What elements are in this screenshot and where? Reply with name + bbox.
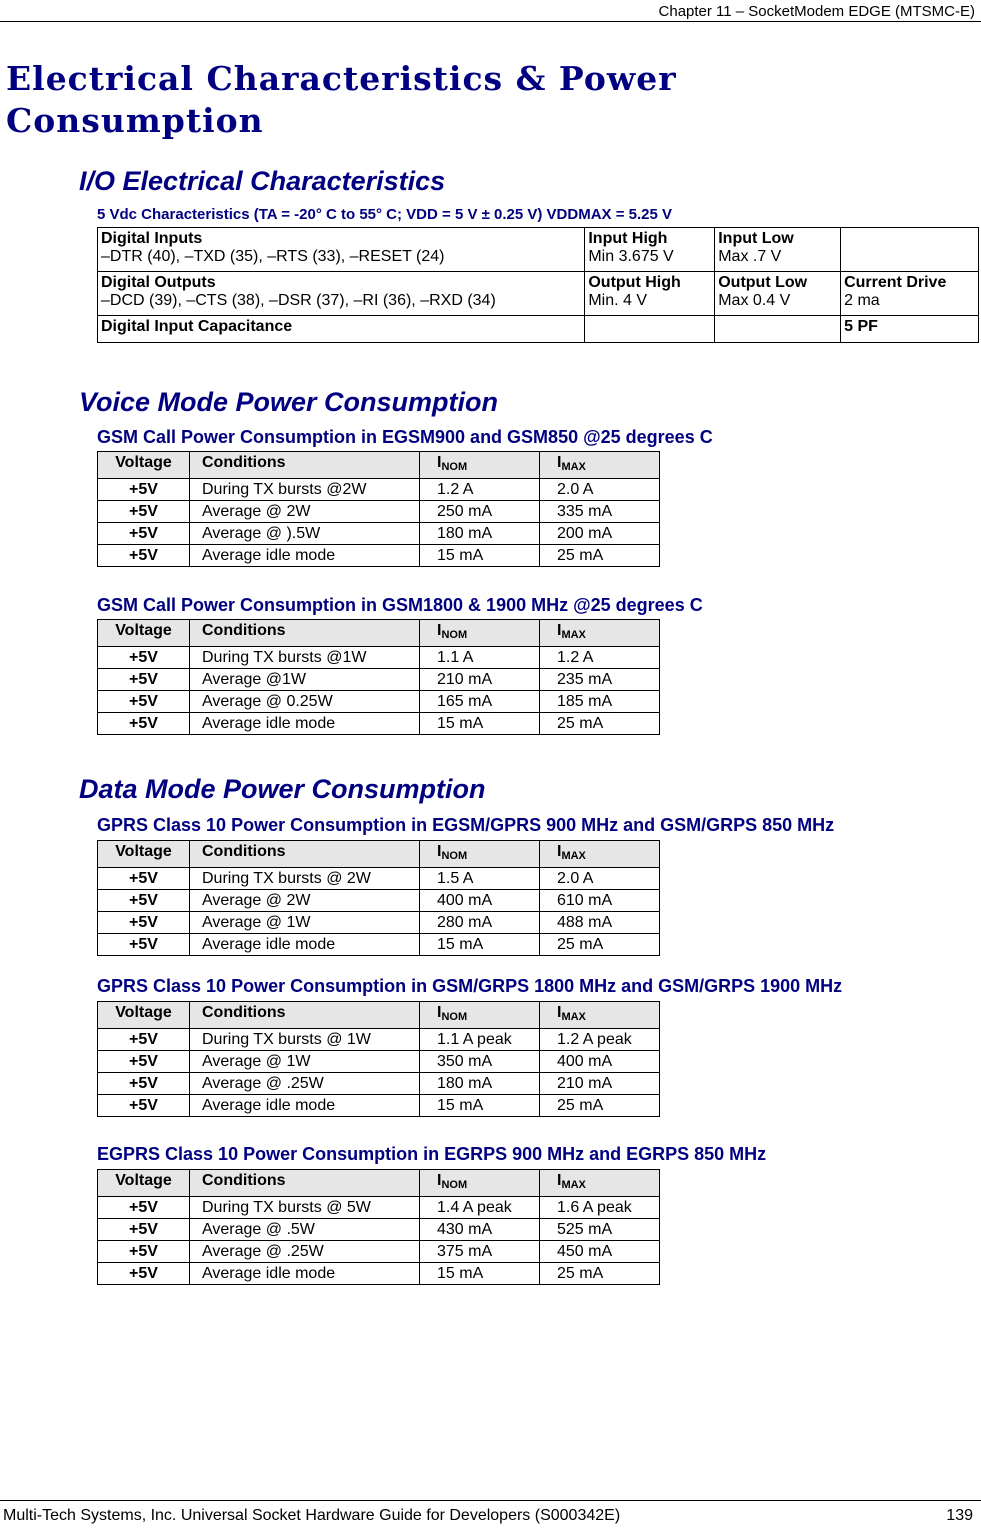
voice-heading: Voice Mode Power Consumption bbox=[79, 387, 499, 417]
imax-cell: 1.6 A peak bbox=[540, 1197, 660, 1219]
table-header-row bbox=[98, 1170, 660, 1197]
inom-cell: 15 mA bbox=[420, 1263, 540, 1285]
inom-cell: 1.1 A peak bbox=[420, 1029, 540, 1051]
table-cell bbox=[715, 272, 841, 316]
inom-cell: 180 mA bbox=[420, 523, 540, 545]
header-rule bbox=[0, 21, 981, 22]
conditions-cell: Average idle mode bbox=[190, 713, 420, 735]
header-inom bbox=[420, 452, 540, 479]
table-header-row bbox=[98, 452, 660, 479]
data-table-1 bbox=[97, 840, 660, 956]
voice-table-2 bbox=[97, 619, 660, 735]
voice-table-1-caption: GSM Call Power Consumption in EGSM900 and GSM850 @25 degrees C bbox=[97, 427, 713, 447]
table-row bbox=[98, 890, 660, 912]
voltage-cell: +5V bbox=[98, 713, 190, 735]
imax-cell: 25 mA bbox=[540, 713, 660, 735]
header-imax-symbol: I bbox=[557, 454, 562, 471]
drive-value: 2 ma bbox=[844, 292, 880, 309]
header-inom-subscript: NOM bbox=[441, 1011, 468, 1023]
imax-cell: 185 mA bbox=[540, 691, 660, 713]
conditions-cell: Average @ 2W bbox=[190, 501, 420, 523]
voltage-cell: +5V bbox=[98, 1263, 190, 1285]
inom-cell: 15 mA bbox=[420, 1095, 540, 1117]
table-cell bbox=[841, 272, 979, 316]
voltage-cell: +5V bbox=[98, 545, 190, 567]
header-inom-symbol: I bbox=[437, 843, 442, 860]
table-row bbox=[98, 669, 660, 691]
header-imax-symbol: I bbox=[557, 622, 562, 639]
table-row bbox=[98, 479, 660, 501]
header-imax bbox=[540, 452, 660, 479]
header-imax-symbol: I bbox=[557, 1172, 562, 1189]
header-voltage: Voltage bbox=[98, 1170, 190, 1197]
capacitance-value: 5 PF bbox=[844, 318, 878, 335]
header-inom bbox=[420, 1170, 540, 1197]
voltage-cell: +5V bbox=[98, 479, 190, 501]
voltage-cell: +5V bbox=[98, 890, 190, 912]
conditions-cell: During TX bursts @ 5W bbox=[190, 1197, 420, 1219]
imax-cell: 1.2 A bbox=[540, 647, 660, 669]
header-voltage: Voltage bbox=[98, 1002, 190, 1029]
table-row bbox=[98, 713, 660, 735]
header-inom bbox=[420, 841, 540, 868]
table-row bbox=[98, 501, 660, 523]
inom-cell: 375 mA bbox=[420, 1241, 540, 1263]
inom-cell: 430 mA bbox=[420, 1219, 540, 1241]
low-label: Input Low bbox=[718, 230, 794, 247]
header-inom-symbol: I bbox=[437, 454, 442, 471]
table-row bbox=[98, 647, 660, 669]
table-cell bbox=[841, 316, 979, 343]
conditions-cell: Average idle mode bbox=[190, 1263, 420, 1285]
imax-cell: 1.2 A peak bbox=[540, 1029, 660, 1051]
header-conditions: Conditions bbox=[190, 1002, 420, 1029]
inom-cell: 250 mA bbox=[420, 501, 540, 523]
data-table-1-caption: GPRS Class 10 Power Consumption in EGSM/GPRS 900 MHz and GSM/GRPS 850 MHz bbox=[97, 815, 835, 835]
inom-cell: 1.2 A bbox=[420, 479, 540, 501]
table-row bbox=[98, 1073, 660, 1095]
table-row bbox=[98, 228, 979, 272]
low-label: Output Low bbox=[718, 274, 808, 291]
conditions-cell: Average @ 1W bbox=[190, 912, 420, 934]
table-header-row bbox=[98, 620, 660, 647]
table-cell bbox=[98, 316, 585, 343]
imax-cell: 450 mA bbox=[540, 1241, 660, 1263]
imax-cell: 335 mA bbox=[540, 501, 660, 523]
inom-cell: 400 mA bbox=[420, 890, 540, 912]
header-conditions: Conditions bbox=[190, 452, 420, 479]
header-conditions: Conditions bbox=[190, 841, 420, 868]
header-imax-subscript: MAX bbox=[561, 1011, 586, 1023]
header-imax-symbol: I bbox=[557, 843, 562, 860]
imax-cell: 25 mA bbox=[540, 545, 660, 567]
conditions-cell: During TX bursts @ 1W bbox=[190, 1029, 420, 1051]
io-table bbox=[97, 227, 979, 343]
imax-cell: 25 mA bbox=[540, 1263, 660, 1285]
drive-label: Current Drive bbox=[844, 274, 947, 291]
table-header-row bbox=[98, 841, 660, 868]
inom-cell: 350 mA bbox=[420, 1051, 540, 1073]
imax-cell: 400 mA bbox=[540, 1051, 660, 1073]
header-imax bbox=[540, 841, 660, 868]
row-pins: –DTR (40), –TXD (35), –RTS (33), –RESET (24) bbox=[101, 248, 445, 265]
inom-cell: 1.4 A peak bbox=[420, 1197, 540, 1219]
conditions-cell: Average @ 0.25W bbox=[190, 691, 420, 713]
voltage-cell: +5V bbox=[98, 1051, 190, 1073]
table-row bbox=[98, 691, 660, 713]
conditions-cell: Average idle mode bbox=[190, 545, 420, 567]
data-table-3 bbox=[97, 1169, 660, 1285]
table-row bbox=[98, 1197, 660, 1219]
header-inom-symbol: I bbox=[437, 1172, 442, 1189]
header-voltage: Voltage bbox=[98, 452, 190, 479]
conditions-cell: Average idle mode bbox=[190, 934, 420, 956]
imax-cell: 200 mA bbox=[540, 523, 660, 545]
header-inom-subscript: NOM bbox=[441, 461, 468, 473]
header-inom-symbol: I bbox=[437, 622, 442, 639]
inom-cell: 165 mA bbox=[420, 691, 540, 713]
voltage-cell: +5V bbox=[98, 1197, 190, 1219]
header-conditions: Conditions bbox=[190, 620, 420, 647]
table-row bbox=[98, 1095, 660, 1117]
header-imax bbox=[540, 1002, 660, 1029]
header-inom-symbol: I bbox=[437, 1004, 442, 1021]
high-label: Output High bbox=[588, 274, 681, 291]
inom-cell: 180 mA bbox=[420, 1073, 540, 1095]
voice-table-2-caption: GSM Call Power Consumption in GSM1800 & 1900 MHz @25 degrees C bbox=[97, 595, 703, 615]
conditions-cell: Average idle mode bbox=[190, 1095, 420, 1117]
voltage-cell: +5V bbox=[98, 912, 190, 934]
row-name: Digital Outputs bbox=[101, 274, 216, 291]
imax-cell: 2.0 A bbox=[540, 479, 660, 501]
high-label: Input High bbox=[588, 230, 668, 247]
row-name: Digital Input Capacitance bbox=[101, 318, 293, 335]
conditions-cell: During TX bursts @2W bbox=[190, 479, 420, 501]
page-title: Electrical Characteristics & Power Consumption bbox=[6, 59, 677, 140]
table-cell bbox=[585, 316, 715, 343]
footer-rule bbox=[0, 1500, 981, 1501]
inom-cell: 1.1 A bbox=[420, 647, 540, 669]
voltage-cell: +5V bbox=[98, 934, 190, 956]
table-header-row bbox=[98, 1002, 660, 1029]
inom-cell: 15 mA bbox=[420, 934, 540, 956]
inom-cell: 15 mA bbox=[420, 545, 540, 567]
table-row bbox=[98, 1263, 660, 1285]
conditions-cell: Average @ .5W bbox=[190, 1219, 420, 1241]
imax-cell: 25 mA bbox=[540, 934, 660, 956]
conditions-cell: During TX bursts @1W bbox=[190, 647, 420, 669]
header-imax bbox=[540, 1170, 660, 1197]
low-value: Max 0.4 V bbox=[718, 292, 791, 309]
conditions-cell: Average @1W bbox=[190, 669, 420, 691]
data-table-2 bbox=[97, 1001, 660, 1117]
header-imax-symbol: I bbox=[557, 1004, 562, 1021]
data-heading: Data Mode Power Consumption bbox=[79, 774, 486, 804]
voltage-cell: +5V bbox=[98, 1095, 190, 1117]
header-inom-subscript: NOM bbox=[441, 1179, 468, 1191]
header-voltage: Voltage bbox=[98, 620, 190, 647]
header-imax-subscript: MAX bbox=[561, 461, 586, 473]
io-heading: I/O Electrical Characteristics bbox=[79, 166, 446, 196]
table-row bbox=[98, 316, 979, 343]
table-cell bbox=[98, 228, 585, 272]
imax-cell: 488 mA bbox=[540, 912, 660, 934]
table-cell bbox=[715, 228, 841, 272]
imax-cell: 525 mA bbox=[540, 1219, 660, 1241]
header-imax-subscript: MAX bbox=[561, 1179, 586, 1191]
footer-text: Multi-Tech Systems, Inc. Universal Socket Hardware Guide for Developers (S000342E) bbox=[3, 1507, 621, 1524]
conditions-cell: Average @ 1W bbox=[190, 1051, 420, 1073]
table-cell bbox=[715, 316, 841, 343]
header-imax-subscript: MAX bbox=[561, 850, 586, 862]
row-name: Digital Inputs bbox=[101, 230, 203, 247]
inom-cell: 1.5 A bbox=[420, 868, 540, 890]
header-inom bbox=[420, 620, 540, 647]
header-imax bbox=[540, 620, 660, 647]
conditions-cell: Average @ ).5W bbox=[190, 523, 420, 545]
imax-cell: 25 mA bbox=[540, 1095, 660, 1117]
imax-cell: 235 mA bbox=[540, 669, 660, 691]
inom-cell: 15 mA bbox=[420, 713, 540, 735]
table-row bbox=[98, 1241, 660, 1263]
voltage-cell: +5V bbox=[98, 523, 190, 545]
table-cell bbox=[585, 272, 715, 316]
table-cell bbox=[841, 228, 979, 272]
table-row bbox=[98, 523, 660, 545]
imax-cell: 610 mA bbox=[540, 890, 660, 912]
data-table-2-caption: GPRS Class 10 Power Consumption in GSM/GRPS 1800 MHz and GSM/GRPS 1900 MHz bbox=[97, 976, 843, 996]
header-imax-subscript: MAX bbox=[561, 629, 586, 641]
header-conditions: Conditions bbox=[190, 1170, 420, 1197]
voltage-cell: +5V bbox=[98, 691, 190, 713]
voltage-cell: +5V bbox=[98, 647, 190, 669]
header-inom bbox=[420, 1002, 540, 1029]
table-row bbox=[98, 1029, 660, 1051]
header-inom-subscript: NOM bbox=[441, 850, 468, 862]
voltage-cell: +5V bbox=[98, 669, 190, 691]
running-header: Chapter 11 – SocketModem EDGE (MTSMC-E) bbox=[658, 3, 975, 20]
conditions-cell: Average @ 2W bbox=[190, 890, 420, 912]
table-row bbox=[98, 868, 660, 890]
voltage-cell: +5V bbox=[98, 1029, 190, 1051]
voltage-cell: +5V bbox=[98, 1241, 190, 1263]
voltage-cell: +5V bbox=[98, 1219, 190, 1241]
voice-table-1 bbox=[97, 451, 660, 567]
high-value: Min. 4 V bbox=[588, 292, 648, 309]
table-row bbox=[98, 272, 979, 316]
row-pins: –DCD (39), –CTS (38), –DSR (37), –RI (36), –RXD (34) bbox=[101, 292, 496, 309]
header-inom-subscript: NOM bbox=[441, 629, 468, 641]
table-row bbox=[98, 1051, 660, 1073]
data-table-3-caption: EGPRS Class 10 Power Consumption in EGRPS 900 MHz and EGRPS 850 MHz bbox=[97, 1144, 767, 1164]
high-value: Min 3.675 V bbox=[588, 248, 674, 265]
table-cell bbox=[585, 228, 715, 272]
voltage-cell: +5V bbox=[98, 868, 190, 890]
table-row bbox=[98, 912, 660, 934]
conditions-cell: During TX bursts @ 2W bbox=[190, 868, 420, 890]
low-value: Max .7 V bbox=[718, 248, 782, 265]
page-number: 139 bbox=[946, 1507, 973, 1524]
inom-cell: 210 mA bbox=[420, 669, 540, 691]
io-caption: 5 Vdc Characteristics (TA = -20° C to 55° C; VDD = 5 V ± 0.25 V) VDDMAX = 5.25 V bbox=[97, 206, 673, 223]
conditions-cell: Average @ .25W bbox=[190, 1241, 420, 1263]
table-row bbox=[98, 545, 660, 567]
inom-cell: 280 mA bbox=[420, 912, 540, 934]
voltage-cell: +5V bbox=[98, 1073, 190, 1095]
table-row bbox=[98, 934, 660, 956]
table-cell bbox=[98, 272, 585, 316]
voltage-cell: +5V bbox=[98, 501, 190, 523]
header-voltage: Voltage bbox=[98, 841, 190, 868]
imax-cell: 210 mA bbox=[540, 1073, 660, 1095]
table-row bbox=[98, 1219, 660, 1241]
imax-cell: 2.0 A bbox=[540, 868, 660, 890]
conditions-cell: Average @ .25W bbox=[190, 1073, 420, 1095]
